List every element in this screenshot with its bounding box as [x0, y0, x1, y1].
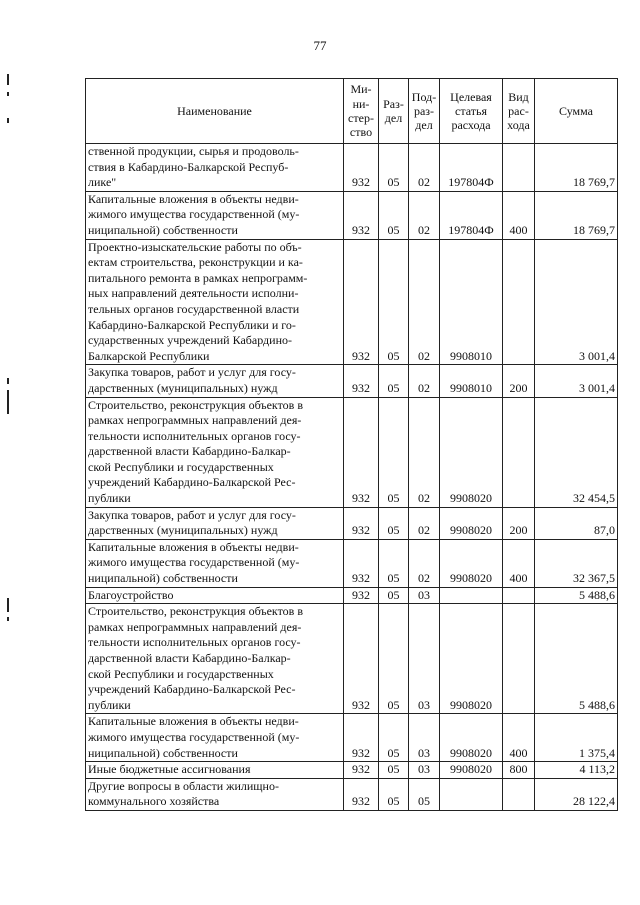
table-row: [86, 507, 618, 539]
row-section: 05: [379, 507, 409, 539]
table-header: [86, 79, 618, 144]
header-expense-type: Вид рас- хода: [503, 79, 535, 144]
row-name-line: Капитальные вложения в объекты недви-: [88, 539, 299, 554]
row-section: 05: [379, 191, 409, 239]
row-expense-type: [503, 778, 535, 810]
row-sum: 87,0: [535, 507, 618, 539]
row-sum: 3 001,4: [535, 365, 618, 397]
table-row: [86, 604, 618, 714]
row-name-line: ниципальной) собственности: [88, 222, 238, 237]
row-name-line: рамках непрограммных направлений дея-: [88, 619, 302, 634]
row-name: [86, 191, 344, 239]
row-name: [86, 397, 344, 507]
table-row: [86, 762, 618, 779]
row-sum: 28 122,4: [535, 778, 618, 810]
row-section: 05: [379, 762, 409, 779]
row-name: [86, 365, 344, 397]
table-row: [86, 144, 618, 192]
margin-mark: [7, 378, 9, 384]
row-sum: 3 001,4: [535, 239, 618, 365]
row-target-item: 9908020: [440, 604, 503, 714]
row-name-line: Кабардино-Балкарской Республики и го-: [88, 317, 296, 332]
row-name-line: ской Республики и государственных: [88, 459, 274, 474]
row-name-line: дарственных (муниципальных) нужд: [88, 523, 278, 538]
row-section: 05: [379, 239, 409, 365]
row-subsection: 02: [409, 144, 440, 192]
table-body: [86, 144, 618, 811]
row-name-line: Капитальные вложения в объекты недви-: [88, 714, 299, 729]
row-sum: 4 113,2: [535, 762, 618, 779]
row-subsection: 02: [409, 239, 440, 365]
row-name: [86, 239, 344, 365]
row-expense-type: [503, 239, 535, 365]
row-name-line: Другие вопросы в области жилищно-: [88, 778, 279, 793]
row-ministry: 932: [344, 604, 379, 714]
header-name: Наименование: [86, 79, 344, 144]
row-name-line: Иные бюджетные ассигнования: [88, 762, 251, 777]
header-target-item: Целевая статья расхода: [440, 79, 503, 144]
row-subsection: 02: [409, 539, 440, 587]
row-name-line: рамках непрограммных направлений дея-: [88, 413, 302, 428]
row-target-item: 9908010: [440, 365, 503, 397]
row-name-line: сударственных учреждений Кабардино-: [88, 333, 292, 348]
table-row: [86, 714, 618, 762]
row-section: 05: [379, 365, 409, 397]
row-subsection: 02: [409, 397, 440, 507]
margin-mark: [7, 74, 9, 85]
row-ministry: 932: [344, 762, 379, 779]
row-target-item: 197804Ф: [440, 144, 503, 192]
row-name-line: коммунального хозяйства: [88, 794, 220, 809]
row-name-line: ных направлений деятельности исполни-: [88, 286, 299, 301]
budget-table: [85, 78, 618, 811]
row-subsection: 02: [409, 191, 440, 239]
row-section: 05: [379, 714, 409, 762]
row-section: 05: [379, 397, 409, 507]
row-name: [86, 604, 344, 714]
row-ministry: 932: [344, 778, 379, 810]
row-name-line: учреждений Кабардино-Балкарской Рес-: [88, 475, 296, 490]
row-section: 05: [379, 604, 409, 714]
row-name-line: публики: [88, 697, 131, 712]
row-name-line: Балкарской Республики: [88, 348, 210, 363]
row-expense-type: [503, 604, 535, 714]
table-row: [86, 239, 618, 365]
row-expense-type: 200: [503, 365, 535, 397]
row-sum: 32 367,5: [535, 539, 618, 587]
row-expense-type: 200: [503, 507, 535, 539]
row-expense-type: 400: [503, 714, 535, 762]
row-name-line: тельных органов государственной власти: [88, 301, 300, 316]
row-expense-type: 400: [503, 191, 535, 239]
margin-mark: [7, 118, 9, 123]
row-target-item: 9908020: [440, 507, 503, 539]
margin-mark: [7, 598, 9, 612]
row-section: 05: [379, 539, 409, 587]
header-subsection: Под- раз- дел: [409, 79, 440, 144]
row-subsection: 03: [409, 762, 440, 779]
row-name-line: Строительство, реконструкция объектов в: [88, 397, 303, 412]
row-sum: 18 769,7: [535, 191, 618, 239]
row-ministry: 932: [344, 191, 379, 239]
row-name-line: ственной продукции, сырья и продоволь-: [88, 144, 299, 158]
row-sum: 1 375,4: [535, 714, 618, 762]
row-name-line: Строительство, реконструкция объектов в: [88, 604, 303, 619]
row-sum: 5 488,6: [535, 604, 618, 714]
row-sum: 5 488,6: [535, 587, 618, 604]
table-row: [86, 397, 618, 507]
row-name-line: жимого имущества государственной (му-: [88, 207, 300, 222]
table-row: [86, 365, 618, 397]
row-name: [86, 144, 344, 192]
row-target-item: [440, 778, 503, 810]
row-subsection: 03: [409, 587, 440, 604]
row-ministry: 932: [344, 239, 379, 365]
row-target-item: 9908010: [440, 239, 503, 365]
row-target-item: 9908020: [440, 397, 503, 507]
row-name-line: ской Республики и государственных: [88, 666, 274, 681]
margin-mark: [7, 390, 9, 414]
table-row: [86, 191, 618, 239]
row-name-line: тельности исполнительных органов госу-: [88, 635, 301, 650]
row-name-line: жимого имущества государственной (му-: [88, 729, 300, 744]
row-subsection: 03: [409, 604, 440, 714]
row-target-item: 9908020: [440, 714, 503, 762]
row-section: 05: [379, 144, 409, 192]
row-name-line: Капитальные вложения в объекты недви-: [88, 191, 299, 206]
row-name-line: Закупка товаров, работ и услуг для госу-: [88, 507, 296, 522]
row-name: [86, 587, 344, 604]
row-ministry: 932: [344, 144, 379, 192]
row-expense-type: 800: [503, 762, 535, 779]
row-ministry: 932: [344, 587, 379, 604]
header-ministry: Ми- ни- стер- ство: [344, 79, 379, 144]
row-section: 05: [379, 587, 409, 604]
row-name: [86, 539, 344, 587]
row-expense-type: [503, 397, 535, 507]
table-row: [86, 778, 618, 810]
header-section: Раз- дел: [379, 79, 409, 144]
row-sum: 32 454,5: [535, 397, 618, 507]
row-name-line: дарственных (муниципальных) нужд: [88, 380, 278, 395]
row-target-item: 9908020: [440, 762, 503, 779]
row-sum: 18 769,7: [535, 144, 618, 192]
row-target-item: 9908020: [440, 539, 503, 587]
page-number: 77: [313, 38, 327, 53]
row-section: 05: [379, 778, 409, 810]
row-name: [86, 762, 344, 779]
row-name-line: лике": [88, 175, 117, 190]
row-ministry: 932: [344, 507, 379, 539]
row-expense-type: 400: [503, 539, 535, 587]
margin-mark: [7, 92, 9, 96]
row-subsection: 03: [409, 714, 440, 762]
row-ministry: 932: [344, 539, 379, 587]
row-name-line: ниципальной) собственности: [88, 571, 238, 586]
row-ministry: 932: [344, 397, 379, 507]
table-row: [86, 539, 618, 587]
header-sum: Сумма: [535, 79, 618, 144]
row-ministry: 932: [344, 365, 379, 397]
row-subsection: 02: [409, 507, 440, 539]
row-name: [86, 778, 344, 810]
row-name: [86, 507, 344, 539]
row-name-line: Проектно-изыскательские работы по объ-: [88, 239, 302, 254]
row-name-line: ствия в Кабардино-Балкарской Респуб-: [88, 159, 289, 174]
row-name-line: дарственной власти Кабардино-Балкар-: [88, 444, 291, 459]
row-name-line: ектам строительства, реконструкции и ка-: [88, 255, 303, 270]
row-name-line: учреждений Кабардино-Балкарской Рес-: [88, 682, 296, 697]
row-name-line: питального ремонта в рамках непрограмм-: [88, 270, 308, 285]
row-name-line: публики: [88, 491, 131, 506]
row-ministry: 932: [344, 714, 379, 762]
row-name-line: ниципальной) собственности: [88, 745, 238, 760]
row-expense-type: [503, 587, 535, 604]
row-name-line: дарственной власти Кабардино-Балкар-: [88, 651, 291, 665]
row-subsection: 05: [409, 778, 440, 810]
row-target-item: [440, 587, 503, 604]
table-row: [86, 587, 618, 604]
row-target-item: 197804Ф: [440, 191, 503, 239]
row-subsection: 02: [409, 365, 440, 397]
row-name-line: тельности исполнительных органов госу-: [88, 428, 301, 443]
margin-mark: [7, 617, 9, 621]
row-expense-type: [503, 144, 535, 192]
row-name-line: Благоустройство: [88, 587, 174, 602]
row-name-line: жимого имущества государственной (му-: [88, 555, 300, 570]
row-name: [86, 714, 344, 762]
row-name-line: Закупка товаров, работ и услуг для госу-: [88, 365, 296, 380]
